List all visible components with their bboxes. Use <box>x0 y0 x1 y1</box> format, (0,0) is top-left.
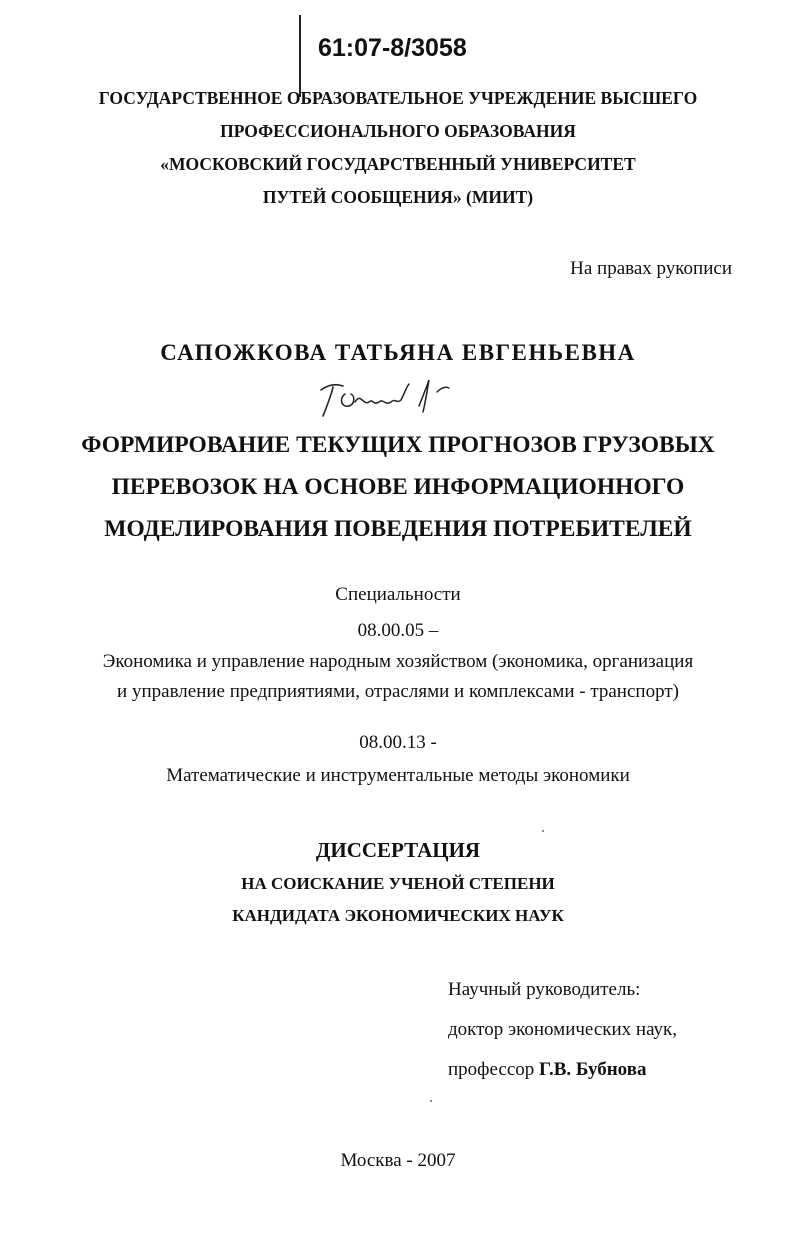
specialty-line: и управление предприятиями, отраслями и комплексами - транспорт) <box>117 681 679 702</box>
supervisor-name: Г.В. Бубнова <box>539 1059 647 1080</box>
dissertation-heading: ДИССЕРТАЦИЯ <box>315 838 481 862</box>
supervisor-label: Научный руководитель: <box>448 979 641 1000</box>
supervisor-degree: доктор экономических наук, <box>448 1019 678 1040</box>
specialty-line: Экономика и управление народным хозяйством (экономика, организация <box>102 651 694 672</box>
supervisor-title: профессор <box>448 1059 535 1080</box>
institution-header <box>0 82 796 214</box>
specialty-line: Математические и инструментальные методы экономики <box>166 765 630 786</box>
specialty-code: 08.00.05 – <box>357 620 439 641</box>
title-line: ПЕРЕВОЗОК НА ОСНОВЕ ИНФОРМАЦИОННОГО <box>111 474 685 500</box>
degree-line: КАНДИДАТА ЭКОНОМИЧЕСКИХ НАУК <box>232 906 564 925</box>
degree-line: НА СОИСКАНИЕ УЧЕНОЙ СТЕПЕНИ <box>241 874 555 893</box>
archive-stamp: 61:07-8/3058 <box>318 34 467 62</box>
institution-line: ПРОФЕССИОНАЛЬНОГО ОБРАЗОВАНИЯ <box>220 121 576 141</box>
city-year: Москва - 2007 <box>340 1150 456 1171</box>
scan-speck <box>542 830 544 832</box>
institution-line: ПУТЕЙ СООБЩЕНИЯ» (МИИТ) <box>262 187 534 207</box>
degree-block <box>0 868 796 932</box>
specialties-heading: Специальности <box>335 584 461 605</box>
scan-speck <box>430 1100 432 1102</box>
rights-note: На правах рукописи <box>570 258 732 279</box>
title-line: МОДЕЛИРОВАНИЯ ПОВЕДЕНИЯ ПОТРЕБИТЕЛЕЙ <box>104 516 692 542</box>
title-line: ФОРМИРОВАНИЕ ТЕКУЩИХ ПРОГНОЗОВ ГРУЗОВЫХ <box>81 432 715 458</box>
institution-line: ГОСУДАРСТВЕННОЕ ОБРАЗОВАТЕЛЬНОЕ УЧРЕЖДЕНИЕ ВЫСШЕГО <box>98 88 698 108</box>
author-signature <box>315 372 465 424</box>
author-name: САПОЖКОВА ТАТЬЯНА ЕВГЕНЬЕВНА <box>160 340 636 365</box>
institution-line: «МОСКОВСКИЙ ГОСУДАРСТВЕННЫЙ УНИВЕРСИТЕТ <box>160 154 636 174</box>
supervisor-title-line <box>448 1050 677 1090</box>
supervisor-block <box>448 970 677 1090</box>
specialty-description <box>0 647 796 707</box>
specialty-description <box>0 761 796 791</box>
specialty-code: 08.00.13 - <box>359 732 437 753</box>
dissertation-title <box>0 424 796 550</box>
